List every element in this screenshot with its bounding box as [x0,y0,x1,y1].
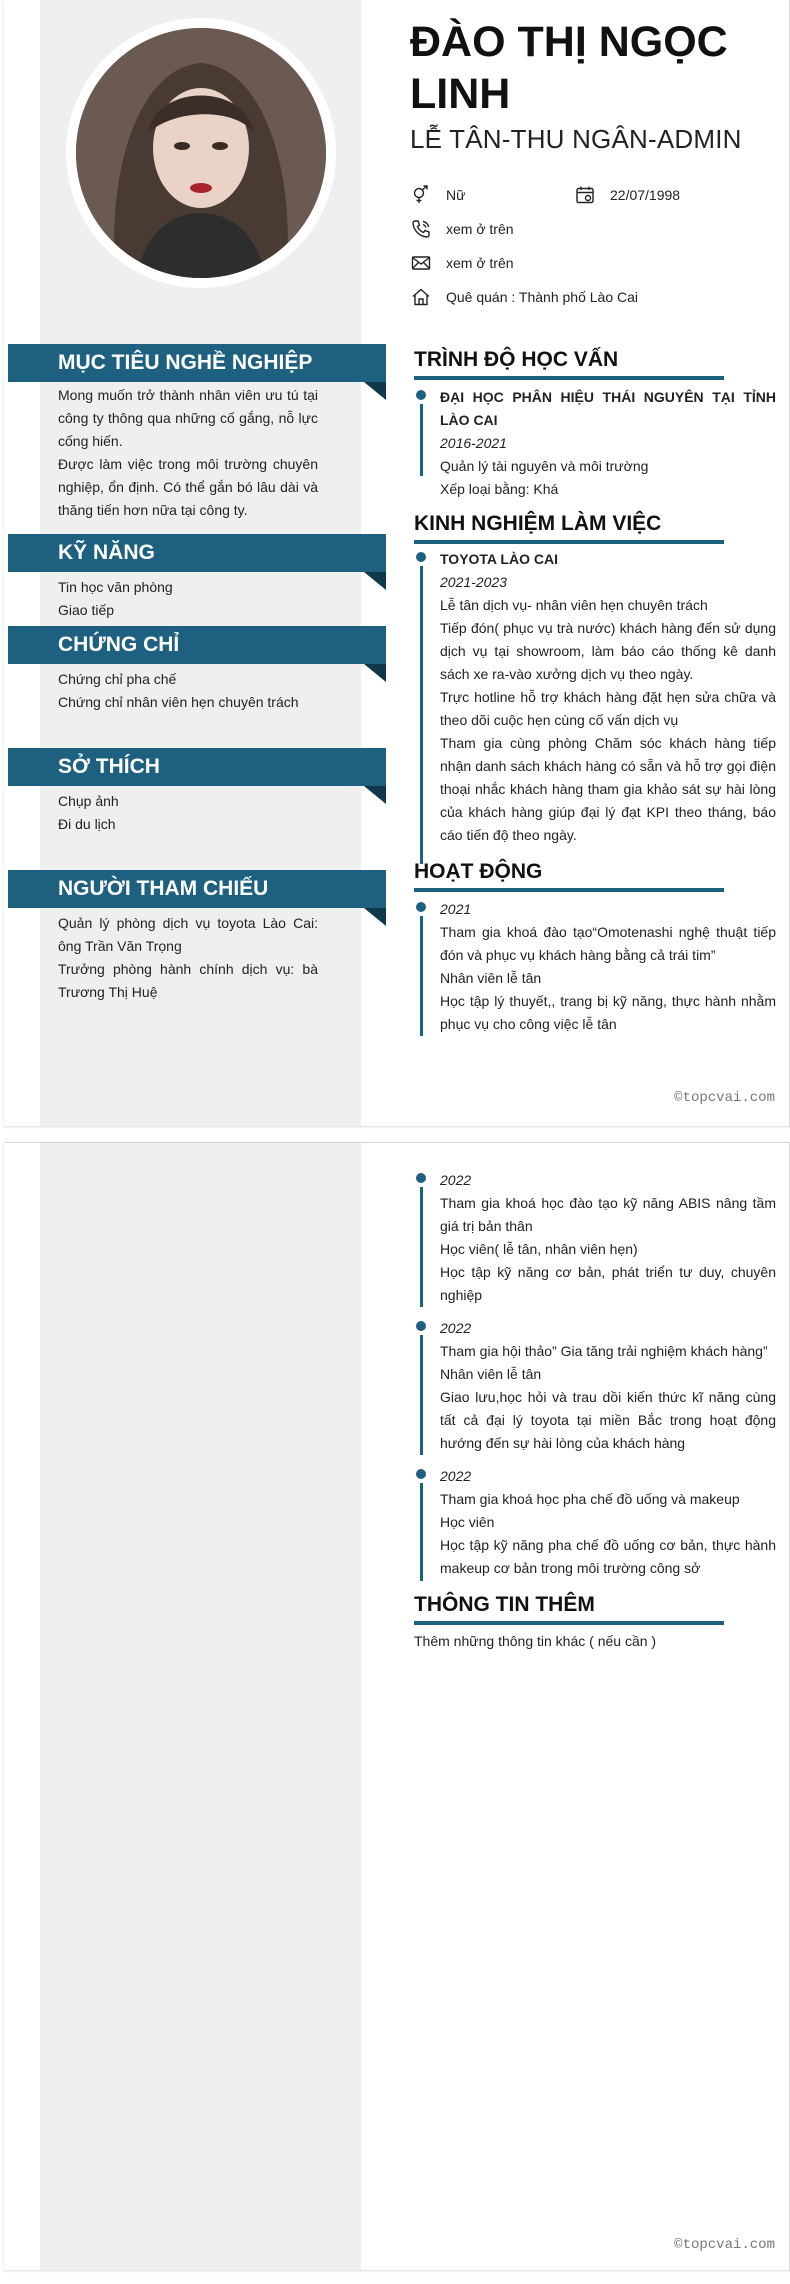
address-row [410,286,638,308]
objective-line: Mong muốn trở thành nhân viên ưu tú tại công ty thông qua những cố gắng, nỗ lực cống hiến. [58,387,318,449]
heading-fold [364,786,386,804]
activities-heading: HOẠT ĐỘNG [414,858,724,892]
gender-row [410,184,465,206]
calendar-icon [574,184,596,206]
experience-detail: Trực hotline hỗ trợ khách hàng đặt hẹn sửa chữa và theo dõi cuộc hẹn cùng cố vấn dịch vụ [440,689,776,728]
cv-page-1 [4,0,790,1126]
experience-position: Lễ tân dịch vụ- nhân viên hẹn chuyên trách [440,597,708,613]
heading-fold [364,664,386,682]
heading-fold [364,908,386,926]
timeline-bar [420,404,423,476]
more-info-text: Thêm những thông tin khác ( nếu cần ) [414,1633,657,1649]
education-heading: TRÌNH ĐỘ HỌC VẤN [414,346,724,380]
email-value: xem ở trên [446,255,514,271]
gender-icon [410,184,432,206]
activity-time: 2021 [440,901,472,917]
timeline-bar [420,1335,423,1455]
phone-icon [410,218,432,240]
certificates-heading [8,626,386,664]
timeline-dot [416,552,426,562]
skills-heading [8,534,386,572]
activity-detail: Học tập kỹ năng cơ bản, phát triển tư duy, chuyên nghiệp [440,1264,776,1303]
address-value: Quê quán : Thành phố Lào Cai [446,289,639,305]
objective-text [58,384,318,522]
activity-entry [416,1317,776,1455]
education-entry [416,386,776,501]
timeline-dot [416,902,426,912]
watermark: ©topcvai.com [674,2237,775,2253]
activity-entry [416,898,776,1036]
experience-time: 2021-2023 [440,574,507,590]
watermark: ©topcvai.com [674,1090,775,1106]
certificates-list [58,668,318,714]
cv-page-2 [4,1142,790,2270]
hobbies-title: SỞ THÍCH [58,755,160,778]
timeline-bar [420,566,423,864]
activity-name: Tham gia hội thảo” Gia tăng trải nghiệm khách hàng” [440,1343,768,1359]
timeline-dot [416,1469,426,1479]
activity-detail: Giao lưu,học hỏi và trau dồi kiến thức kĩ năng cùng tất cả đại lý toyota tại miền Bắc trong hoạt động hướng đến sự hài lòng của khách hàng [440,1389,776,1451]
objective-line: Được làm việc trong môi trường chuyên nghiệp, ổn định. Có thể gắn bó lâu dài và thăng tiến hơn nữa tại công ty. [58,456,318,518]
experience-detail: Tiếp đón( phục vụ trà nước) khách hàng đến sử dụng dịch vụ tại showroom, làm báo cáo thống kê danh sách xe ra-vào xưởng dịch vụ theo ngày. [440,620,776,682]
full-name: ĐÀO THỊ NGỌC LINH [410,18,728,118]
activity-time: 2022 [440,1468,472,1484]
heading-fold [364,572,386,590]
activity-name: Tham gia khoá học pha chế đồ uống và makeup [440,1491,740,1507]
certificate-item: Chứng chỉ nhân viên hẹn chuyên trách [58,694,299,710]
email-row [410,252,514,274]
activity-name: Tham gia khoá học đào tạo kỹ năng ABIS nâng tầm giá trị bản thân [440,1195,776,1234]
gender-value: Nữ [446,187,466,203]
timeline-bar [420,1483,423,1581]
education-grade: Xếp loại bằng: Khá [440,481,559,497]
references-heading [8,870,386,908]
school-name: ĐẠI HỌC PHÂN HIỆU THÁI NGUYÊN TẠI TỈNH LÀO CAI [440,389,776,428]
phone-value: xem ở trên [446,221,514,237]
objective-title: MỤC TIÊU NGHỀ NGHIỆP [58,351,313,374]
hobbies-list [58,790,318,836]
education-major: Quản lý tài nguyên và môi trường [440,458,649,474]
sidebar [40,1143,361,2270]
reference-item: Quản lý phòng dịch vụ toyota Lào Cai: ông Trần Văn Trọng [58,915,318,954]
experience-entry [416,548,776,847]
birthday-value: 22/07/1998 [610,187,681,203]
activity-name: Tham gia khoá đào tạo“Omotenashi nghệ thuật tiếp đón và phục vụ khách hàng bằng cả trái tim” [440,924,776,963]
certificates-title: CHỨNG CHỈ [58,633,180,656]
job-title: LỄ TÂN-THU NGÂN-ADMIN [410,124,742,154]
skills-title: KỸ NĂNG [58,541,155,564]
timeline-dot [416,1173,426,1183]
timeline-bar [420,916,423,1036]
birthday-row [574,184,680,206]
activity-role: Nhân viên lễ tân [440,970,542,986]
activity-role: Học viên( lễ tân, nhân viên hẹn) [440,1241,638,1257]
heading-fold [364,382,386,400]
activity-time: 2022 [440,1172,472,1188]
skill-item: Tin học văn phòng [58,579,173,595]
activity-detail: Học tập lý thuyết,, trang bị kỹ năng, thực hành nhằm phục vụ cho công việc lễ tân [440,993,776,1032]
activity-time: 2022 [440,1320,472,1336]
certificate-item: Chứng chỉ pha chế [58,671,177,687]
skills-list [58,576,318,622]
activity-entry [416,1169,776,1307]
company-name: TOYOTA LÀO CAI [440,551,558,567]
skill-item: Giao tiếp [58,602,115,618]
activity-role: Học viên [440,1514,495,1530]
envelope-icon [410,252,432,274]
education-time: 2016-2021 [440,435,507,451]
timeline-dot [416,390,426,400]
references-list [58,912,318,1004]
hobbies-heading [8,748,386,786]
activity-role: Nhân viên lễ tân [440,1366,542,1382]
experience-detail: Tham gia cùng phòng Chăm sóc khách hàng tiếp nhận danh sách khách hàng có sẵn và hỗ trợ gọi điện thoại nhắc khách hàng tham gia khảo sát sự hài lòng của khách hàng giúp đại lý đạt KPI theo tháng, báo cáo tiến độ theo ngày. [440,735,776,843]
home-icon [410,286,432,308]
references-title: NGƯỜI THAM CHIẾU [58,877,269,900]
reference-item: Trưởng phòng hành chính dịch vụ: bà Trương Thị Huệ [58,961,318,1000]
objective-heading [8,344,386,382]
timeline-dot [416,1321,426,1331]
timeline-bar [420,1187,423,1307]
more-info-heading: THÔNG TIN THÊM [414,1591,724,1625]
avatar [66,18,336,288]
activity-detail: Học tập kỹ năng pha chế đồ uống cơ bản, thực hành makeup cơ bản trong môi trường công sở [440,1537,776,1576]
experience-heading: KINH NGHIỆM LÀM VIỆC [414,510,724,544]
hobby-item: Chụp ảnh [58,793,119,809]
phone-row [410,218,514,240]
hobby-item: Đi du lịch [58,816,116,832]
profile-photo [76,28,326,278]
activity-entry [416,1465,776,1580]
